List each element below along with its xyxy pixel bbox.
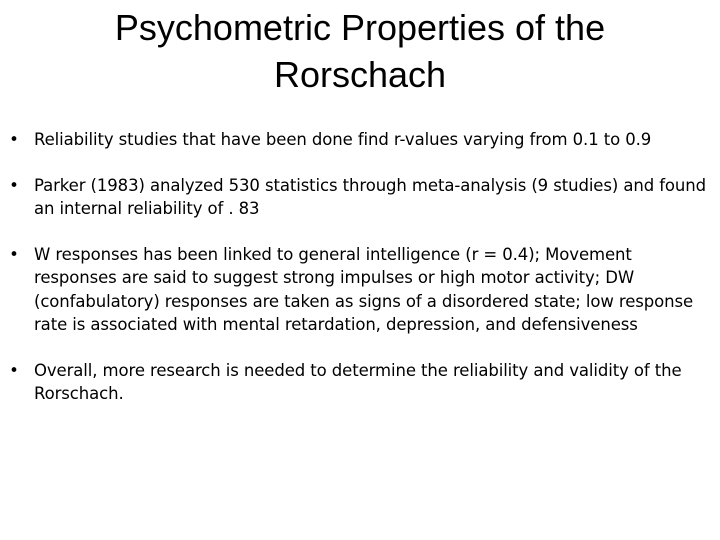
- bullet-item-overall: [0, 359, 720, 406]
- bullet-text: W responses has been linked to general intelligence (r = 0.4); Movement responses are said to suggest strong impulses or high motor activity; DW (confabulatory) responses are taken as signs of a disordered state; low response rate is associated with mental retardation, depression, and defensiveness: [34, 244, 694, 334]
- bullet-list: [0, 128, 720, 406]
- bullet-item-reliability: [0, 128, 720, 152]
- bullet-item-responses: [0, 243, 720, 337]
- bullet-text: Parker (1983) analyzed 530 statistics through meta-analysis (9 studies) and found an internal reliability of . 83: [34, 175, 707, 218]
- bullet-icon: •: [9, 360, 19, 380]
- bullet-text: Overall, more research is needed to determine the reliability and validity of the Rorschach.: [34, 360, 682, 403]
- bullet-icon: •: [9, 175, 19, 195]
- bullet-icon: •: [9, 130, 19, 149]
- bullet-item-parker: [0, 174, 720, 221]
- bullet-text: Reliability studies that have been done find r-values varying from 0.1 to 0.9: [34, 130, 652, 149]
- bullet-icon: •: [9, 244, 19, 264]
- slide-title: Psychometric Properties of the Rorschach: [114, 7, 606, 95]
